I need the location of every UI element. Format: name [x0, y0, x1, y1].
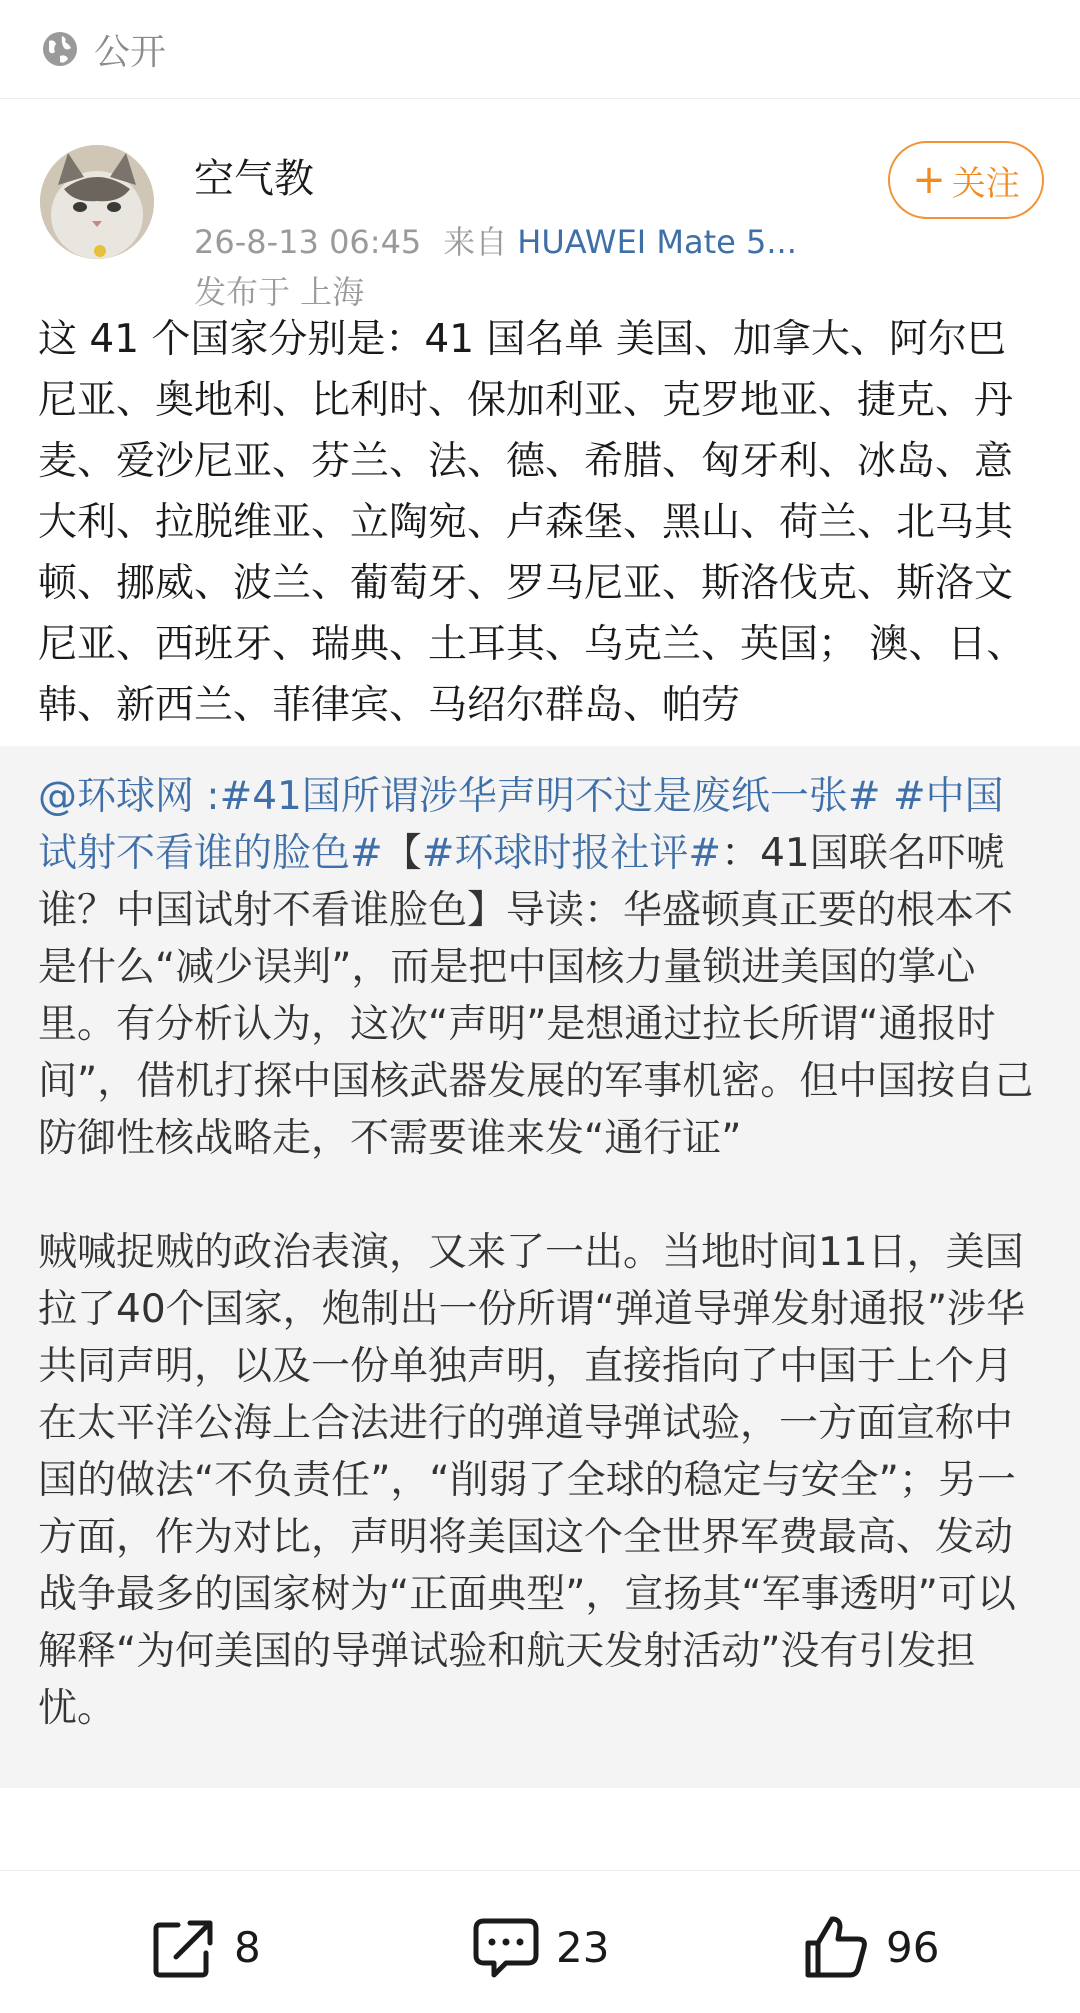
- hashtag-link[interactable]: #环球时报社评#: [421, 831, 722, 876]
- mention-link[interactable]: @环球网: [38, 774, 195, 819]
- avatar[interactable]: [40, 145, 154, 259]
- author-name[interactable]: 空气教: [194, 156, 314, 202]
- like-count: 96: [886, 1922, 940, 1972]
- comment-count: 23: [556, 1922, 610, 1972]
- visibility-bar: [0, 0, 1080, 99]
- repost-paragraph-1: [38, 768, 1042, 1167]
- comment-button[interactable]: [470, 1911, 609, 1983]
- post-timestamp: 26-8-13 06:45: [194, 223, 422, 261]
- repost-card[interactable]: [0, 746, 1080, 1788]
- share-icon: [148, 1911, 220, 1983]
- hashtag-link[interactable]: #41国所谓涉华声明不过是废纸一张#: [219, 774, 881, 819]
- thumbs-up-icon: [800, 1911, 872, 1983]
- follow-label: 关注: [951, 163, 1020, 204]
- device-source-link[interactable]: HUAWEI Mate 5...: [517, 223, 797, 261]
- like-button[interactable]: [800, 1911, 939, 1983]
- globe-icon: [40, 29, 80, 69]
- mention-separator: :: [194, 774, 220, 819]
- post-meta: [194, 217, 797, 263]
- share-button[interactable]: [148, 1911, 261, 1983]
- repost-paragraph-2: 贼喊捉贼的政治表演，又来了一出。当地时间11日，美国拉了40个国家，炮制出一份所谓“弹道导弹发射通报”涉华共同声明，以及一份单独声明，直接指向了中国于上个月在太平洋公海上合法进行的弹道导弹试验，一方面宣称中国的做法“不负责任”，“削弱了全球的稳定与安全”；另一方面，作为对比，声明将美国这个全世界军费最高、发动战争最多的国家树为“正面典型”，宣扬其“军事透明”可以解释“为何美国的导弹试验和航天发射活动”没有引发担忧。: [38, 1230, 1026, 1731]
- bracket-open: 【: [382, 831, 422, 876]
- follow-button[interactable]: [888, 141, 1044, 219]
- visibility-label: 公开: [94, 31, 167, 73]
- repost-lead-text: ：41国联名吓唬谁？中国试射不看谁脸色】导读：华盛顿真正要的根本不是什么“减少误判”，而是把中国核力量锁进美国的掌心里。有分析认为，这次“声明”是想通过拉长所谓“通报时间”，借机打探中国核武器发展的军事机密。但中国按自己防御性核战略走，不需要谁来发“通行证”: [38, 831, 1034, 1161]
- post-location: 发布于 上海: [194, 273, 365, 311]
- plus-icon: +: [912, 157, 946, 203]
- action-bar: [0, 1870, 1080, 2013]
- share-count: 8: [234, 1922, 261, 1972]
- hashtag-link[interactable]: #中国试射不看谁的脸色#: [38, 774, 1004, 876]
- author-header: [0, 99, 1080, 309]
- source-prefix: 来自: [443, 223, 508, 261]
- post-body: 这 41 个国家分别是：41 国名单 美国、加拿大、阿尔巴尼亚、奥地利、比利时、保加利亚、克罗地亚、捷克、丹麦、爱沙尼亚、芬兰、法、德、希腊、匈牙利、冰岛、意大利、拉脱维亚、立陶宛、卢森堡、黑山、荷兰、北马其顿、挪威、波兰、葡萄牙、罗马尼亚、斯洛伐克、斯洛文尼亚、西班牙、瑞典、土耳其、乌克兰、英国； 澳、日、韩、新西兰、菲律宾、马绍尔群岛、帕劳: [38, 317, 1026, 728]
- comment-icon: [470, 1911, 542, 1983]
- paragraph-gap: [38, 1167, 1042, 1224]
